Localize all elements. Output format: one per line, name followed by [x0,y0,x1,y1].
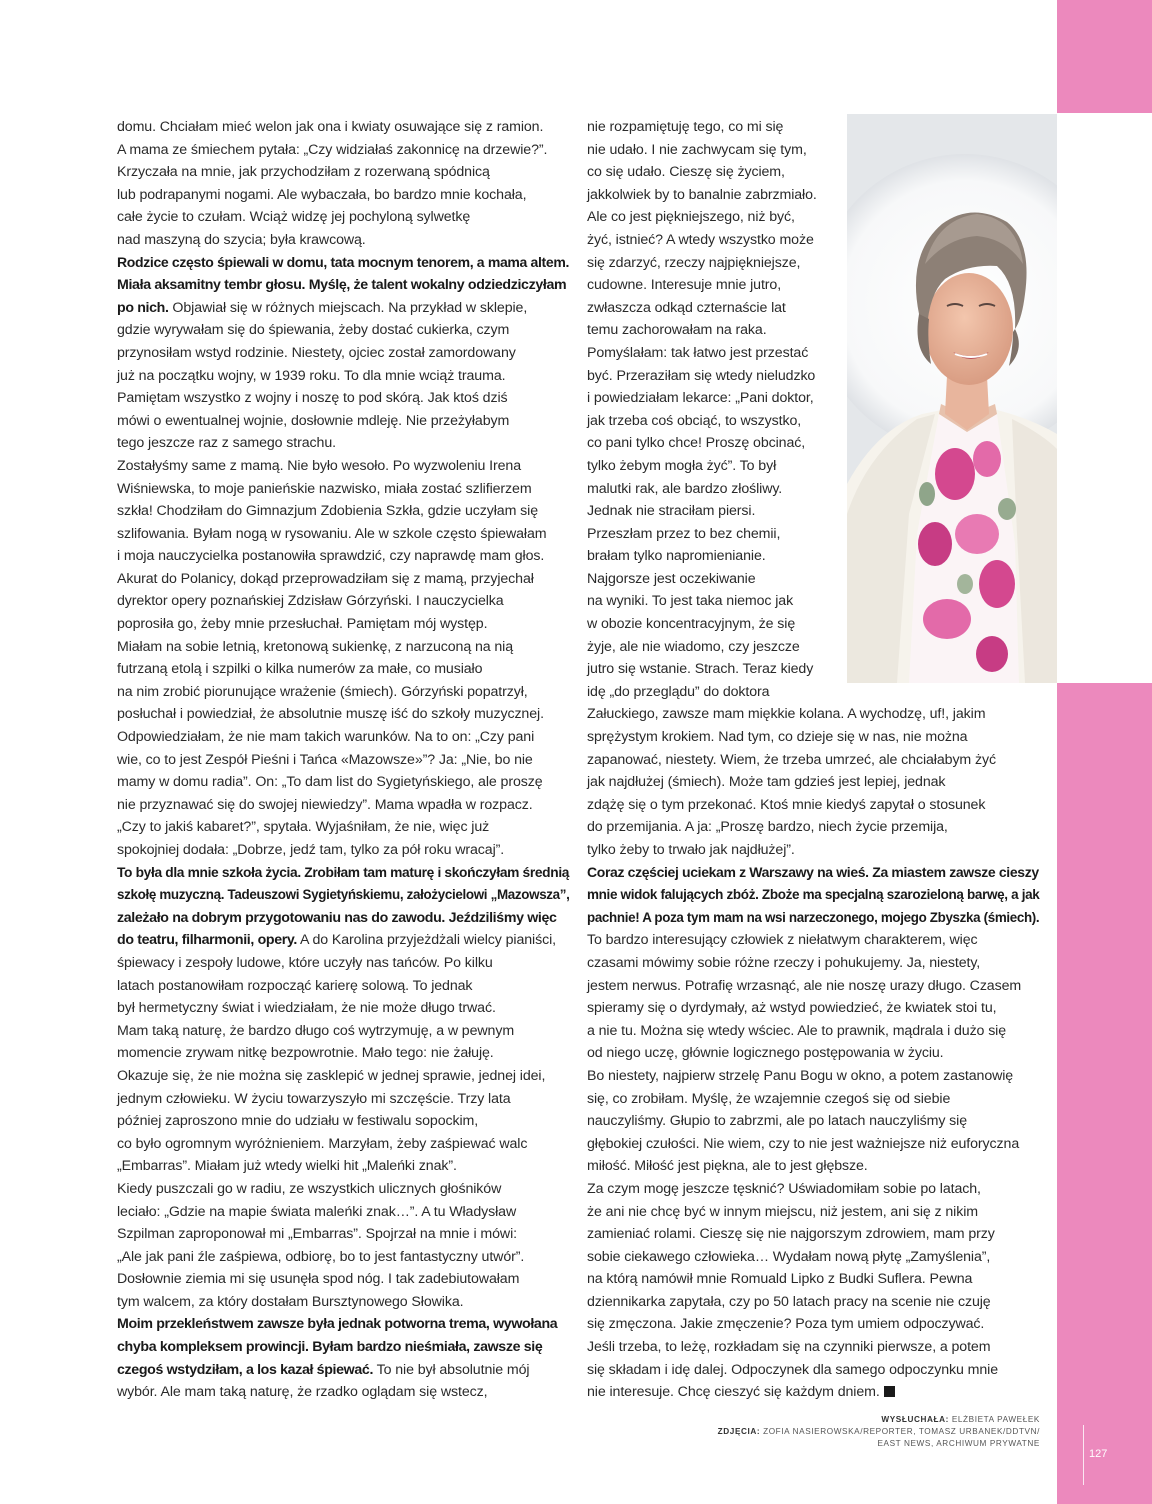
article-line [587,681,1039,704]
line-text: głębokiej czułości. Nie wiem, czy to nie jest ważniejsze niż euforyczna [587,1135,1020,1152]
line-text: że ani nie chcę być w innym miejscu, niż jestem, ani się z nikim [587,1203,978,1220]
article-line [587,613,1039,636]
line-text: domu. Chciałam mieć welon jak ona i kwiaty osuwające się z ramion. [117,119,544,135]
article-line [587,862,1039,885]
article-line [117,1110,569,1133]
article-line [117,274,569,297]
line-text: To była dla mnie szkoła życia. Zrobiłam tam maturę i skończyłam średnią [117,864,570,881]
article-line [587,1291,1039,1314]
line-text: był hermetyczny świat i wiedziałam, że nie może długo trwać. [117,1000,496,1017]
line-text: Kiedy puszczali go w radiu, ze wszystkich ulicznych głośników [117,1180,502,1197]
line-text: jednym człowieku. W życiu towarzyszyło mi szczęście. Trzy lata [117,1090,511,1107]
article-line [587,794,1039,817]
article-line [117,500,569,523]
line-text: co pani tylko chce! Proszę obcinać, [587,435,806,452]
credits-line-3: EAST NEWS, ARCHIWUM PRYWATNE [877,1439,1040,1448]
line-text: wie, co to jest Zespół Pieśni i Tańca «Mazowsze»”? Ja: „Nie, bo nie [117,751,533,768]
article-line [117,1313,569,1336]
bold-lead: po nich. [117,299,169,316]
article-right-column [587,116,1039,1404]
line-text: nie przyznawać się do swojej niewiedzy”. Mama wpadła w rozpacz. [117,796,533,813]
line-text: A mama ze śmiechem pytała: „Czy widziałaś zakonnicę na drzewie?”. [117,141,548,158]
line-text: lub podrapanymi nogami. Ale wybaczała, bo bardzo mnie kochała, [117,186,527,203]
line-text: Szpilman zaproponował mi „Embarras”. Spojrzał na mnie i mówi: [117,1226,517,1243]
article-line [117,816,569,839]
line-text: Ale co jest piękniejszego, niż być, [587,209,795,226]
article-line [117,523,569,546]
line-text: leciało: „Gdzie na mapie świata maleńki znak…”. A tu Władysław [117,1203,517,1220]
article-line [117,1336,569,1359]
line-text: dziennikarka zapytała, czy po 50 latach pracy na scenie nie czuję [587,1293,991,1310]
article-line [117,365,569,388]
line-text: Pomyślałam: tak łatwo jest przestać [587,344,809,361]
credits-line-1 [718,1414,1040,1426]
line-text: posłuchał i powiedział, że absolutnie muszę iść do szkoły muzycznej. [117,706,544,723]
line-text: momencie zrywam nitkę bezpowrotnie. Mało tego: nie żałuję. [117,1045,494,1062]
article-line [587,1155,1039,1178]
article-line [117,1291,569,1314]
article-line [117,1268,569,1291]
article-line [117,206,569,229]
article-line [587,1381,1039,1404]
line-text: mnie widok falujących zbóż. Zboże ma specjalną szarozieloną barwę, a jak [587,887,1040,904]
article-line [117,590,569,613]
line-text: być. Przeraziłam się wtedy nieludzko [587,367,816,384]
article-line [587,884,1040,907]
line-text: nie rozpamiętuję tego, co mi się [587,119,784,135]
line-text: na wyniki. To jest taka niemoc jak [587,593,794,610]
article-line [117,1381,569,1404]
article-line [117,1088,569,1111]
line-text: gdzie wyrywałam się do śpiewania, żeby dostać cukierka, czym [117,322,510,339]
line-text: idę „do przeglądu” do doktora [587,683,770,700]
line-text: co było ogromnym wyróżnieniem. Marzyłam, żeby zaśpiewać walc [117,1135,528,1152]
article-line [587,545,1039,568]
line-text: wybór. Ale mam taką naturę, że rzadko oglądam się wstecz, [117,1384,488,1401]
article-line [117,1246,569,1269]
line-text: nauczyliśmy. Głupio to zabrzmi, ale po latach nauczyliśmy się [587,1113,968,1130]
line-text: żyć, istnieć? A wtedy wszystko może [587,231,814,248]
article-line [587,1042,1039,1065]
article-line [117,184,569,207]
article-line [117,794,569,817]
line-text: Okazuje się, że nie można się zasklepić w jednej sprawie, jednej idei, [117,1067,546,1084]
article-line [587,184,1039,207]
article-line [587,1178,1039,1201]
article-line [587,658,1039,681]
article-line [117,681,569,704]
line-text: spokojniej dodała: „Dobrze, jedź tam, tylko za pół roku wracaj”. [117,842,505,858]
line-text: Krzyczała na mnie, jak przychodziłam z rozerwaną spódnicą [117,164,490,181]
article-line [117,839,569,862]
line-text: Miała aksamitny tembr głosu. Myślę, że talent wokalny odziedziczyłam [117,277,567,294]
line-text: szkołę muzyczną. Tadeuszowi Sygietyńskiemu, założycielowi „Mazowsza”, [117,887,570,904]
line-text: Wiśniewska, to moje panieńskie nazwisko, miała zostać szlifierzem [117,480,532,497]
article-line [117,975,569,998]
line-text: Akurat do Polanicy, dokąd przeprowadziłam się z mamą, przyjechał [117,570,534,587]
line-text: przynosiłam wstyd rodzinie. Niestety, ojciec został zamordowany [117,344,516,361]
line-text: sprężystym krokiem. Nad tym, co dzieje się w nas, nie można [587,729,968,746]
line-text: całe życie to czułam. Wciąż widzę jej pochyloną sylwetkę [117,209,471,226]
bold-lead: do teatru, filharmonii, opery. [117,932,297,949]
article-line [117,545,569,568]
line-text: „Czy to jakiś kabaret?”, spytała. Wyjaśniłam, że nie, więc już [117,819,490,836]
line-text: Najgorsze jest oczekiwanie [587,570,756,587]
line-text: śpiewacy i zespoły ludowe, które uczyły nas tańców. Po kilku [117,954,493,971]
article-line [587,929,1039,952]
article-line [117,884,570,907]
article-line [587,1223,1039,1246]
line-text: co się udało. Cieszę się życiem, [587,164,785,181]
line-text: Jednak nie straciłam piersi. [587,503,756,520]
article-line [117,161,569,184]
article-line [587,636,1039,659]
line-text: już na początku wojny, w 1939 roku. To dla mnie wciąż trauma. [117,367,506,384]
line-text: To bardzo interesujący człowiek z niełatwym charakterem, więc [587,932,978,949]
line-text: cudowne. Interesuje mnie jutro, [587,277,782,294]
article-line [117,1155,569,1178]
line-text: miłość. Miłość jest piękna, ale to jest głębsze. [587,1158,868,1175]
article-line [117,432,569,455]
article-line [587,568,1039,591]
line-text: tylko żebym mogła żyć”. To był [587,457,777,474]
article-line [117,658,569,681]
line-text: Miałam na sobie letnią, kretonową sukienkę, z narzuconą na nią [117,638,514,655]
line-text: i powiedziałam lekarce: „Pani doktor, [587,390,814,407]
pink-bar-cutout [1057,113,1152,683]
line-text: Odpowiedziałam, że nie mam takich warunków. Na to on: „Czy pani [117,729,535,746]
line-text: Rodzice często śpiewali w domu, tata mocnym tenorem, a mama altem. [117,254,570,271]
article-line [587,1246,1039,1269]
article-line [117,771,569,794]
credits-interview-label: WYSŁUCHAŁA: [881,1415,949,1424]
article-line [117,613,569,636]
line-text: zapanować, niestety. Wiem, że trzeba umrzeć, ale chciałabym żyć [587,751,996,768]
article-line [117,997,569,1020]
article-line [587,590,1039,613]
article-line [587,1110,1039,1133]
line-text: poprosiła go, żeby mnie przesłuchał. Pamiętam mój występ. [117,616,488,633]
line-text: mamy w domu radia”. On: „To dam list do Sygietyńskiego, ale proszę [117,774,543,791]
line-text: Moim przekleństwem zawsze była jednak potworna trema, wywołana [117,1316,558,1333]
article-line [587,816,1039,839]
line-text: zwłaszcza odkąd czternaście lat [587,299,786,316]
article-line [587,1359,1039,1382]
article-line [117,568,569,591]
article-line [587,410,1039,433]
line-text: chyba kompleksem prowincji. Byłam bardzo nieśmiała, zawsze się [117,1339,543,1356]
line-text: Coraz częściej uciekam z Warszawy na wieś. Za miastem zawsze cieszy [587,864,1039,881]
article-line [117,1020,569,1043]
line-text: Jeśli trzeba, to leżę, rozkładam się na czynniki pierwsze, a potem [587,1339,991,1356]
line-text: Pamiętam wszystko z wojny i noszę to pod skórą. Jak ktoś dziś [117,390,508,407]
article-line [117,1065,569,1088]
line-text: temu zachorowałam na raka. [587,322,767,339]
line-text: na nim zrobić piorunujące wrażenie (śmiech). Górzyński popatrzył, [117,683,528,700]
line-text: żyje, ale nie wiadomo, czy jeszcze [587,638,800,655]
article-line [117,862,570,885]
article-line [117,1223,569,1246]
article-line [587,839,1039,862]
line-text: Za czym mogę jeszcze tęsknić? Uświadomiłam sobie po latach, [587,1180,981,1197]
article-line [117,952,569,975]
article-line [117,1178,569,1201]
line-text: jak trzeba coś obciąć, to wszystko, [587,412,802,429]
article-line [587,365,1039,388]
line-text: To nie był absolutnie mój [373,1361,530,1378]
line-text: sobie ciekawego człowieka… Wydałam nową płytę „Zamyślenia”, [587,1248,991,1265]
line-text: a nie tu. Można się wtedy wściec. Ale to prawnik, mądrala i dużo się [587,1022,1007,1039]
article-line [587,997,1039,1020]
line-text: zdążę się o tym przekonać. Ktoś mnie kiedyś zapytał o stosunek [587,796,986,813]
line-text: szkła! Chodziłam do Gimnazjum Zdobienia Szkła, gdzie uczyłam się [117,503,538,520]
article-line [587,1336,1039,1359]
article-line [117,478,569,501]
line-text: Objawiał się w różnych miejscach. Na przykład w sklepie, [168,299,528,316]
line-text: tym walcem, za który dostałam Bursztynowego Słowika. [117,1293,464,1310]
line-text: Przeszłam przez to bez chemii, [587,525,781,542]
line-text: się zdarzyć, rzeczy najpiękniejsze, [587,254,801,271]
article-line [587,206,1039,229]
article-line [117,1133,569,1156]
article-line [117,410,569,433]
line-text: nie interesuje. Chcę cieszyć się każdym dniem. [587,1384,880,1401]
line-text: się składam i idę dalej. Odpoczynek dla samego odpoczynku mnie [587,1361,998,1378]
line-text: brałam tylko napromienianie. [587,548,766,565]
article-line [117,455,569,478]
article-line [117,229,569,252]
line-text: dyrektor opery poznańskiej Zdzisław Górzyński. I nauczycielka [117,593,504,610]
credits-line-2 [718,1426,1040,1438]
line-text: jutro się wstanie. Strach. Teraz kiedy [587,661,814,678]
page-number-rule [1083,1425,1084,1485]
page-number: 127 [1089,1448,1108,1460]
line-text: od niego uczę, głównie logicznego postępowania w życiu. [587,1045,944,1062]
article-line [587,478,1039,501]
line-text: nie udało. I nie zachwycam się tym, [587,141,807,158]
line-text: w obozie koncentracyjnym, że się [587,616,796,633]
line-text: jakkolwiek by to banalnie zabrzmiało. [587,186,817,203]
article-line [587,500,1039,523]
article-line [587,455,1039,478]
credits-photos-value: ZOFIA NASIEROWSKA/REPORTER, TOMASZ URBANEK/DDTVN/ [763,1427,1040,1436]
line-text: jak najdłużej (śmiech). Może tam gdzieś jest lepiej, jednak [587,774,946,791]
line-text: spieramy się o dyrdymały, aż wstyd powiedzieć, że kwiatek stoi tu, [587,1000,997,1017]
line-text: tylko żeby to trwało jak najdłużej”. [587,842,795,858]
article-line [117,1042,569,1065]
article-line [587,1020,1039,1043]
article-line [587,749,1039,772]
photo-credits [718,1414,1040,1450]
article-line [587,274,1039,297]
article-left-column [117,116,569,1404]
line-text: mówi o ewentualnej wojnie, dosłownie mdleję. Nie przeżyłabym [117,412,510,429]
line-text: zależało na dobrym przygotowaniu nas do zawodu. Jeździliśmy więc [117,909,557,926]
article-line [117,342,569,365]
line-text: malutki rak, ale bardzo złośliwy. [587,480,783,497]
article-line [587,703,1039,726]
article-line [587,252,1039,275]
article-line [587,161,1039,184]
line-text: później zaproszono mnie do udziału w festiwalu sopockim, [117,1113,479,1130]
line-text: „Ale jak pani źle zaśpiewa, odbiorę, bo to jest fantastyczny utwór”. [117,1248,525,1265]
bold-lead: czegoś wstydziłam, a los kazał śpiewać. [117,1361,374,1378]
article-line [117,726,569,749]
line-text: Dosłownie ziemia mi się usunęła spod nóg. I tak zadebiutowałam [117,1271,520,1288]
article-line [117,907,569,930]
line-text: futrzaną etolą i szpilki o kilka numerów za małe, co musiało [117,661,483,678]
end-of-article-mark [884,1386,895,1397]
article-line [117,636,569,659]
line-text: zamieniać rolami. Cieszę się nie najgorszym zdrowiem, mam przy [587,1226,995,1243]
article-line [587,387,1039,410]
line-text: „Embarras”. Miałam już wtedy wielki hit „Maleńki znak”. [117,1158,457,1175]
article-line [587,523,1039,546]
article-line [117,319,569,342]
article-line [117,929,569,952]
article-line [587,1133,1039,1156]
article-line [587,319,1039,342]
article-line [587,1088,1039,1111]
line-text: Zostałyśmy same z mamą. Nie było wesoło. Po wyzwoleniu Irena [117,457,522,474]
line-text: się zmęczona. Jakie zmęczenie? Poza tym umiem odpoczywać. [587,1316,985,1333]
line-text: Mam taką naturę, że bardzo długo coś wytrzymuję, a w pewnym [117,1022,515,1039]
article-line [587,139,1039,162]
article-line [587,297,1039,320]
article-line [587,1065,1039,1088]
article-line [117,252,570,275]
line-text: A do Karolina przyjeżdżali wielcy pianiści, [297,932,556,949]
article-line [587,1313,1039,1336]
credits-interview-value: ELŻBIETA PAWEŁEK [951,1415,1040,1424]
article-line [117,297,569,320]
line-text: tego jeszcze raz z samego strachu. [117,435,336,452]
line-text: Załuckiego, zawsze mam miękkie kolana. A wychodzę, uf!, jakim [587,706,986,723]
article-line [117,139,569,162]
article-line [587,116,1039,139]
article-line [587,432,1039,455]
article-line [587,1268,1039,1291]
article-line [587,726,1039,749]
article-line [587,229,1039,252]
article-line [587,907,1040,930]
article-line [587,1201,1039,1224]
line-text: się, co zrobiłam. Myślę, że wzajemnie czegoś się od siebie [587,1090,951,1107]
article-line [587,952,1039,975]
article-line [587,771,1039,794]
line-text: czasami mówimy sobie różne rzeczy i pohukujemy. Ja, niestety, [587,954,981,971]
credits-photos-label: ZDJĘCIA: [717,1427,761,1436]
article-line [117,387,569,410]
line-text: szlifowania. Byłam nogą w rysowaniu. Ale w szkole często śpiewałam [117,525,547,542]
line-text: pachnie! A poza tym mam na wsi narzeczonego, mojego Zbyszka (śmiech). [587,909,1040,926]
line-text: do przemijania. A ja: „Proszę bardzo, niech życie przemija, [587,819,948,836]
article-line [117,116,569,139]
article-line [117,1201,569,1224]
article-line [117,703,569,726]
line-text: latach postanowiłam rozpocząć karierę solową. To jednak [117,977,473,994]
line-text: nad maszyną do szycia; była krawcową. [117,231,366,248]
article-line [587,975,1039,998]
article-line [587,342,1039,365]
line-text: Bo niestety, najpierw strzelę Panu Bogu w okno, a potem zastanowię [587,1067,1014,1084]
line-text: jestem nerwus. Potrafię wrzasnąć, ale nie noszę urazy długo. Czasem [587,977,1022,994]
line-text: i moja nauczycielka postanowiła sprawdzić, czy naprawdę mam głos. [117,548,545,565]
line-text: na którą namówił mnie Romuald Lipko z Budki Suflera. Pewna [587,1271,973,1288]
article-line [117,749,569,772]
article-line [117,1359,569,1382]
